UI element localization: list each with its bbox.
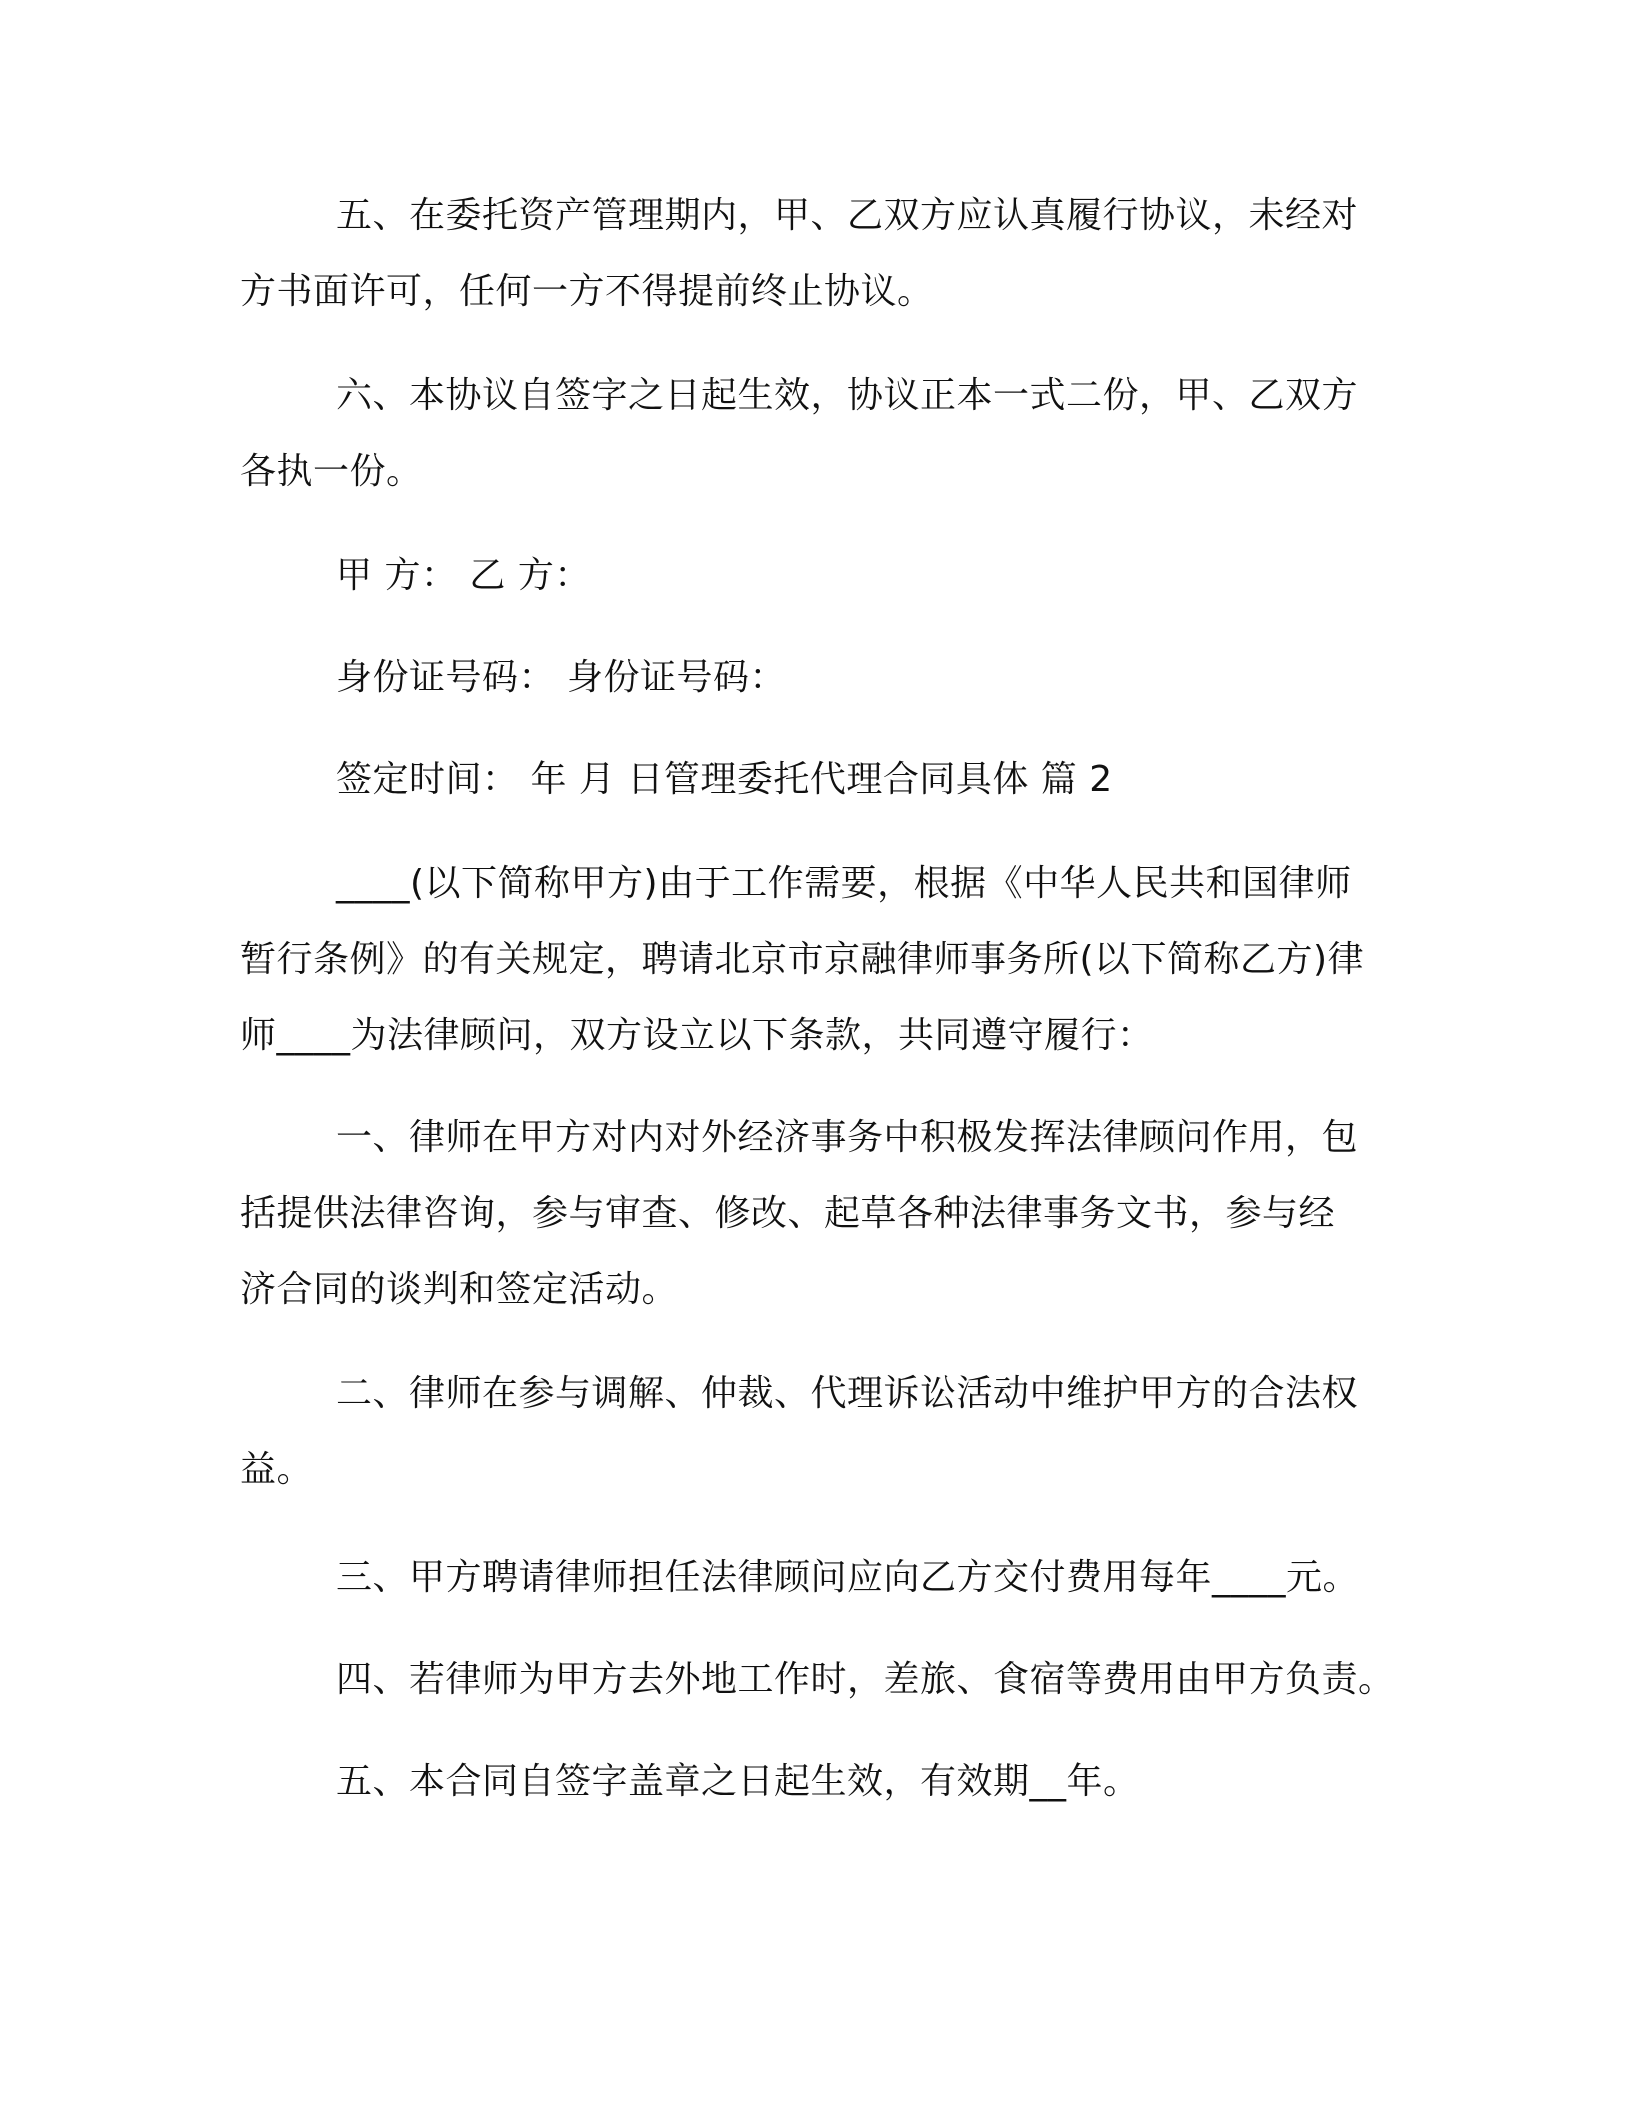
text-line: 四、若律师为甲方去外地工作时，差旅、食宿等费用由甲方负责。 — [336, 1659, 1395, 1700]
text-line: 济合同的谈判和签定活动。 — [240, 1269, 679, 1310]
text-line: 三、甲方聘请律师担任法律顾问应向乙方交付费用每年____元。 — [336, 1557, 1360, 1598]
text-line: ____(以下简称甲方)由于工作需要，根据《中华人民共和国律师 — [336, 863, 1352, 904]
paragraph-entrust-term — [240, 178, 1420, 330]
paragraph-clause-1 — [240, 1100, 1420, 1328]
paragraph-intro — [240, 846, 1420, 1074]
paragraph-clause-2 — [240, 1356, 1420, 1508]
paragraph-id-numbers — [240, 640, 1420, 716]
text-line: 益。 — [240, 1449, 314, 1490]
text-line: 各执一份。 — [240, 451, 423, 492]
paragraph-signing-date — [240, 742, 1420, 818]
text-line: 六、本协议自签字之日起生效，协议正本一式二份，甲、乙双方 — [336, 375, 1359, 416]
text-line: 一、律师在甲方对内对外经济事务中积极发挥法律顾问作用，包 — [336, 1117, 1359, 1158]
paragraph-clause-5 — [240, 1744, 1420, 1820]
text-line: 身份证号码： 身份证号码： — [336, 657, 786, 698]
text-line: 师____为法律顾问，双方设立以下条款，共同遵守履行： — [240, 1015, 1154, 1056]
paragraph-parties — [240, 538, 1420, 614]
paragraph-clause-4 — [240, 1642, 1420, 1718]
text-line: 甲 方： 乙 方： — [336, 555, 591, 596]
text-line: 方书面许可，任何一方不得提前终止协议。 — [240, 271, 934, 312]
paragraph-effective — [240, 358, 1420, 510]
text-line: 暂行条例》的有关规定，聘请北京市京融律师事务所(以下简称乙方)律 — [240, 939, 1365, 980]
paragraph-clause-3 — [240, 1540, 1420, 1616]
text-line: 五、本合同自签字盖章之日起生效，有效期__年。 — [336, 1761, 1140, 1802]
text-line: 五、在委托资产管理期内，甲、乙双方应认真履行协议，未经对 — [336, 195, 1359, 236]
text-line: 括提供法律咨询，参与审查、修改、起草各种法律事务文书，参与经 — [240, 1193, 1336, 1234]
text-line: 二、律师在参与调解、仲裁、代理诉讼活动中维护甲方的合法权 — [336, 1373, 1359, 1414]
text-line: 签定时间： 年 月 日管理委托代理合同具体 篇 2 — [336, 759, 1113, 800]
